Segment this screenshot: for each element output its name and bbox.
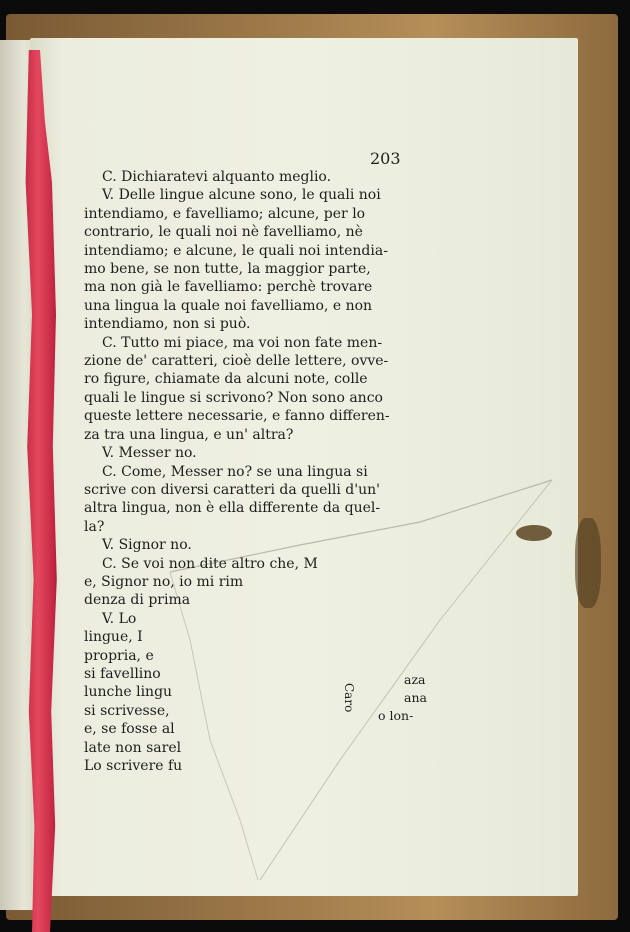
- text-line: Lo scrivere fu: [84, 758, 183, 774]
- text-line: intendiamo; e alcune, le quali noi intendia-: [84, 242, 388, 259]
- text-line: V. Messer no.: [102, 445, 197, 462]
- text-line: lunche lingu: [84, 684, 173, 701]
- text-line: e, se fosse al: [84, 721, 175, 738]
- text-line: si favellino: [84, 665, 161, 682]
- text-line: C. Se voi non dite altro che, M: [102, 555, 318, 572]
- text-line: scrive con diversi caratteri da quelli d'un': [84, 481, 380, 498]
- text-line: V. Delle lingue alcune sono, le quali noi: [102, 187, 381, 204]
- margin-note: Caro: [342, 683, 356, 713]
- text-line: lingue, I: [84, 629, 143, 646]
- text-line: late non sarel: [84, 739, 182, 756]
- text-line: e, Signor no, io mi rim: [84, 573, 244, 590]
- text-line: V. Lo: [102, 610, 137, 627]
- text-line: zione de' caratteri, cioè delle lettere, ovve-: [84, 353, 389, 370]
- text-line: denza di prima: [84, 592, 191, 609]
- text-line: propria, e: [84, 647, 154, 664]
- text-line: la?: [84, 518, 105, 535]
- text-line: queste lettere necessarie, e fanno differen-: [84, 408, 390, 425]
- text-fragment: aza: [404, 672, 426, 687]
- page-text: [84, 168, 414, 775]
- text-fragment: ana: [404, 690, 427, 705]
- text-line: mo bene, se non tutte, la maggior parte,: [84, 261, 371, 278]
- text-line: contrario, le quali noi nè favelliamo, nè: [84, 224, 363, 241]
- text-line: intendiamo, non si può.: [84, 316, 251, 333]
- page-number: 203: [370, 149, 401, 168]
- text-line: si scrivesse,: [84, 702, 170, 719]
- text-line: intendiamo, e favelliamo; alcune, per lo: [84, 205, 366, 222]
- text-line: ro figure, chiamate da alcuni note, colle: [84, 371, 368, 388]
- text-fragment: o lon-: [378, 708, 414, 723]
- text-line: altra lingua, non è ella differente da quel-: [84, 500, 381, 517]
- text-line: C. Come, Messer no? se una lingua si: [102, 463, 368, 480]
- text-line: una lingua la quale noi favelliamo, e non: [84, 297, 373, 314]
- text-line: V. Signor no.: [102, 537, 192, 554]
- text-line: quali le lingue si scrivono? Non sono anco: [84, 389, 383, 406]
- text-line: ma non già le favelliamo: perchè trovare: [84, 279, 373, 296]
- text-line: C. Tutto mi piace, ma voi non fate men-: [102, 334, 383, 351]
- text-line: za tra una lingua, e un' altra?: [84, 426, 294, 443]
- text-line: C. Dichiaratevi alquanto meglio.: [102, 169, 332, 185]
